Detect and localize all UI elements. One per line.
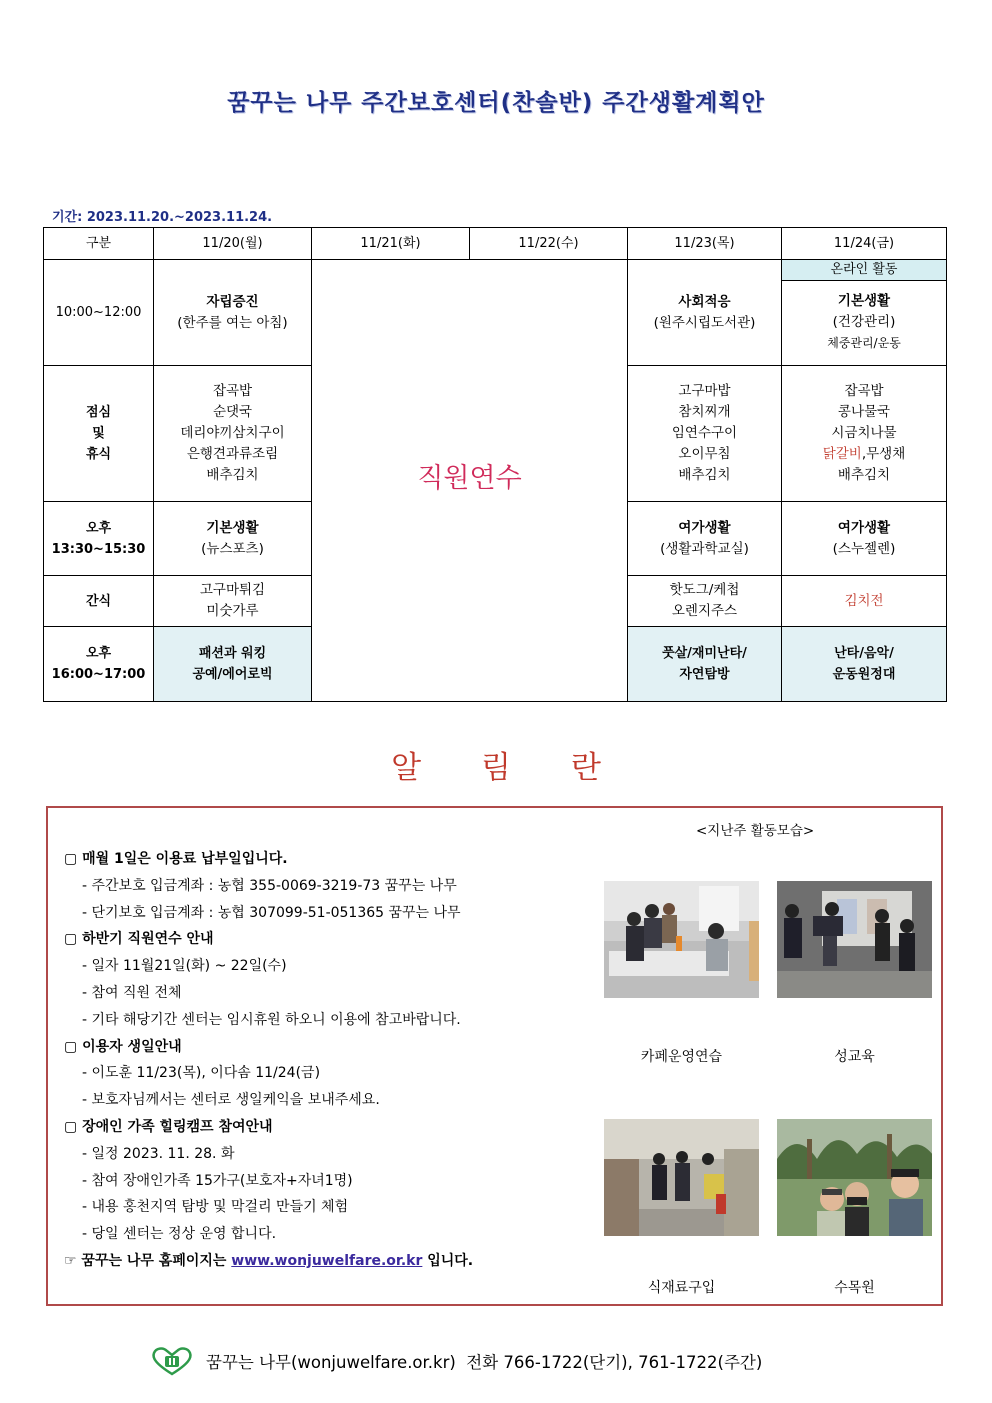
- heart-logo-icon: [150, 1346, 194, 1376]
- notice-item: - 일자 11월21일(화) ~ 22일(수): [82, 958, 287, 975]
- footer: [150, 1346, 762, 1376]
- cell-fri-afternoon: [782, 502, 947, 576]
- online-activity-badge: 온라인 활동: [782, 260, 946, 281]
- menu-item: 잡곡밥: [212, 383, 253, 399]
- menu-item: 은행견과류조림: [186, 446, 279, 462]
- notice-item: - 보호자님께서는 센터로 생일케익을 보내주세요.: [82, 1092, 380, 1109]
- homepage-line: [64, 1248, 473, 1275]
- label-line: 휴식: [85, 447, 112, 462]
- menu-item-highlight: 닭갈비: [822, 446, 862, 462]
- page-title: 꿈꾸는 나무 주간보호센터(찬솔반) 주간생활계획안: [227, 90, 765, 116]
- notice-item: - 이도훈 11/23(목), 이다솜 11/24(금): [82, 1065, 321, 1082]
- program-line: 운동원정대: [832, 667, 896, 682]
- label-line: 오후: [85, 646, 112, 661]
- table-row: [44, 260, 947, 366]
- activity-sub: (한주를 여는 아침): [177, 314, 288, 331]
- snack-item: 고구마튀김: [199, 582, 266, 598]
- program-fri: [782, 627, 947, 702]
- photo-caption: 카페운영연습: [640, 1049, 723, 1065]
- activity-title: 자립증진: [206, 293, 259, 310]
- homepage-link[interactable]: www.wonjuwelfare.or.kr: [231, 1252, 423, 1269]
- label-line: 점심: [85, 405, 112, 420]
- label-line: 오후: [85, 520, 112, 536]
- snack-fri: 김치전: [782, 576, 947, 627]
- notice-item: - 일정 2023. 11. 28. 화: [82, 1145, 235, 1162]
- afternoon-label: [44, 502, 154, 576]
- period-label: 기간: 2023.11.20.~2023.11.24.: [52, 210, 273, 225]
- activity-sub: (생활과학교실): [660, 540, 749, 557]
- notice-item: - 기타 해당기간 센터는 임시휴원 하오니 이용에 참고바랍니다.: [82, 1011, 461, 1028]
- homepage-suffix: 입니다.: [427, 1252, 474, 1269]
- notice-heading: ▢ 장애인 가족 힐링캠프 참여안내: [64, 1118, 273, 1135]
- notice-heading: ▢ 매월 1일은 이용료 납부일입니다.: [64, 851, 288, 867]
- activity-title: 여가생활: [837, 519, 891, 536]
- menu-item: [782, 444, 946, 465]
- header-fri: 11/24(금): [782, 228, 947, 260]
- notice-item: - 당일 센터는 정상 운영 합니다.: [82, 1226, 277, 1243]
- photo-caption: 성교육: [834, 1049, 875, 1065]
- snack-label: 간식: [44, 576, 154, 627]
- menu-thu: [628, 366, 782, 502]
- menu-item-rest: ,무생채: [861, 446, 906, 462]
- cell-fri-morning: [782, 260, 947, 366]
- photo-caption: 수목원: [834, 1280, 875, 1296]
- staff-training-label: 직원연수: [417, 462, 522, 494]
- homepage-prefix: ☞ 꿈꾸는 나무 홈페이지는: [64, 1252, 227, 1269]
- header-wed: 11/22(수): [470, 228, 628, 260]
- late-afternoon-label: [44, 627, 154, 702]
- activity-sub: (원주시립도서관): [653, 314, 756, 331]
- snack-item: 오렌지주스: [671, 603, 738, 619]
- snack-item: 핫도그/케첩: [669, 582, 740, 598]
- notice-item: - 참여 장애인가족 15가구(보호자+자녀1명): [82, 1172, 353, 1189]
- activity-sub: (스누젤렌): [832, 540, 896, 557]
- menu-mon: [154, 366, 312, 502]
- notice-list: [64, 846, 473, 1275]
- menu-item: 배추김치: [678, 467, 731, 483]
- activity-title: 기본생활: [206, 519, 259, 536]
- menu-item: 시금치나물: [831, 425, 897, 441]
- table-header-row: [44, 228, 947, 260]
- notice-item: - 주간보호 입금계좌 : 농협 355-0069-3219-73 꿈꾸는 나무: [82, 877, 457, 894]
- time-label: 10:00~12:00: [44, 260, 154, 366]
- snack-mon: [154, 576, 312, 627]
- activity-title: 사회적응: [678, 293, 731, 310]
- menu-item: 배추김치: [206, 467, 259, 483]
- menu-fri: [782, 366, 947, 502]
- menu-item: 데리야끼삼치구이: [180, 425, 285, 441]
- menu-item: 참치찌개: [678, 404, 731, 420]
- activity-title: 여가생활: [678, 519, 731, 536]
- program-line: 패션과 워킹: [198, 646, 267, 661]
- weekly-schedule-table: [43, 227, 947, 702]
- activity-note: 체중관리/운동: [827, 336, 901, 350]
- notice-heading: ▢ 이용자 생일안내: [64, 1038, 182, 1055]
- label-line: 16:00~17:00: [51, 667, 146, 682]
- program-line: 풋살/재미난타/: [662, 646, 747, 661]
- label-line: 13:30~15:30: [51, 541, 146, 557]
- snack-thu: [628, 576, 782, 627]
- notice-heading: ▢ 하반기 직원연수 안내: [64, 931, 214, 948]
- program-line: 자연탐방: [679, 667, 730, 682]
- program-line: 난타/음악/: [834, 646, 894, 661]
- menu-item: 순댓국: [212, 404, 253, 420]
- cell-thu-morning: [628, 260, 782, 366]
- program-line: 공예/에어로빅: [192, 667, 273, 682]
- footer-text: 꿈꾸는 나무(wonjuwelfare.or.kr) 전화 766-1722(단기), 761-1722(주간): [206, 1353, 763, 1372]
- cell-mon-afternoon: [154, 502, 312, 576]
- program-thu: [628, 627, 782, 702]
- staff-training-cell: [312, 260, 628, 702]
- snack-item: 미숫가루: [206, 603, 259, 619]
- arboretum-photo: [777, 1119, 932, 1236]
- header-thu: 11/23(목): [628, 228, 782, 260]
- program-mon: [154, 627, 312, 702]
- notice-item: - 참여 직원 전체: [82, 984, 182, 1001]
- menu-item: 잡곡밥: [844, 383, 884, 399]
- header-category: 구분: [44, 228, 154, 260]
- photo-caption: 식재료구입: [647, 1280, 716, 1296]
- menu-item: 콩나물국: [837, 404, 891, 420]
- grocery-shopping-photo: [604, 1119, 759, 1236]
- menu-item: 고구마밥: [678, 383, 731, 399]
- sex-education-photo: [777, 881, 932, 998]
- notice-title: 알림란: [391, 750, 661, 786]
- notice-item: - 단기보호 입금계좌 : 농협 307099-51-051365 꿈꾸는 나무: [82, 904, 461, 921]
- menu-item: 임연수구이: [671, 425, 738, 441]
- photos-caption: <지난주 활동모습>: [696, 823, 815, 839]
- cell-thu-afternoon: [628, 502, 782, 576]
- label-line: 및: [92, 426, 105, 441]
- header-mon: 11/20(월): [154, 228, 312, 260]
- menu-item: 오이무침: [678, 446, 731, 462]
- menu-item: 배추김치: [837, 467, 891, 483]
- activity-sub: (건강관리): [832, 314, 896, 330]
- activity-sub: (뉴스포츠): [201, 540, 264, 557]
- header-tue: 11/21(화): [312, 228, 470, 260]
- lunch-label: [44, 366, 154, 502]
- cafe-practice-photo: [604, 881, 759, 998]
- cell-mon-morning: [154, 260, 312, 366]
- notice-item: - 내용 홍천지역 탐방 및 막걸리 만들기 체험: [82, 1199, 349, 1216]
- activity-title: 기본생활: [837, 293, 891, 309]
